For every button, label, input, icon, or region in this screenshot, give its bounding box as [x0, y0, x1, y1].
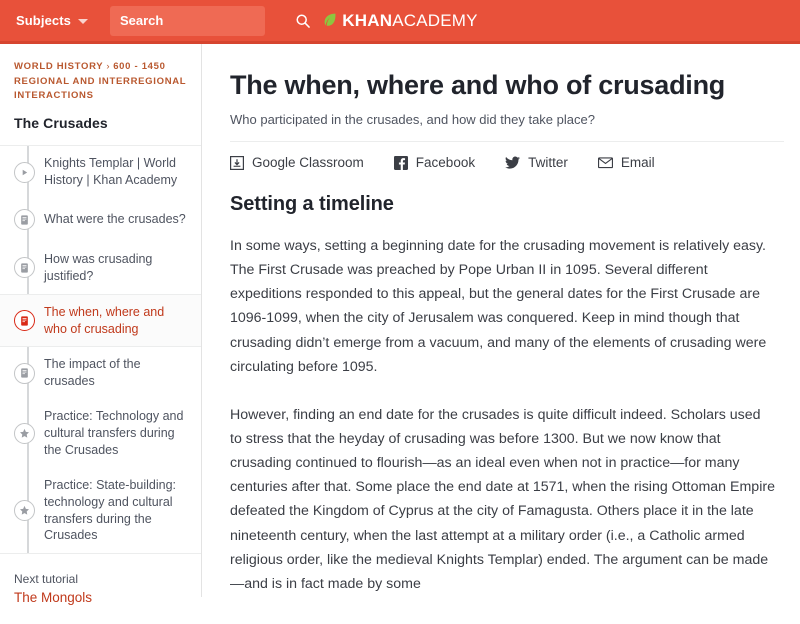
breadcrumb-trail[interactable]: 600 - 1450 REGIONAL AND INTERREGIONAL INTERACTIONS [14, 61, 187, 102]
share-facebook-button[interactable] [394, 155, 475, 170]
sidebar-item-label: The when, where and who of crusading [44, 304, 165, 336]
next-tutorial-block[interactable] [0, 553, 201, 624]
next-tutorial-link[interactable]: The Mongols [14, 590, 93, 606]
article-paragraph: In some ways, setting a beginning date for the crusading movement is relatively easy. The First Crusade was preached by Pope Urban II in 1095. Several different expeditions responded to this appeal, but the general dates for the First Crusade are 1096-1099, when the city of Jerusalem was conquered. Keep in mind though that crusading didn’t emerge from a vacuum, and many of the elements of crusading were circulating before 1095. [230, 238, 767, 375]
facebook-icon [394, 156, 408, 170]
leaf-icon [322, 12, 337, 27]
article-icon [14, 209, 35, 230]
google-classroom-icon [230, 156, 244, 170]
tutorial-item-list [0, 146, 201, 553]
subjects-menu-button[interactable] [16, 13, 88, 28]
sidebar-item-the-impact-of-the-crusades[interactable] [0, 347, 201, 399]
brand-academy: ACADEMY [392, 10, 478, 30]
share-google-classroom-button[interactable] [230, 155, 364, 170]
star-icon [14, 500, 35, 521]
share-label: Facebook [415, 155, 476, 171]
sidebar-item-label: How was crusading justified? [44, 251, 153, 283]
breadcrumb[interactable] [14, 60, 187, 104]
sidebar-item-practice-technology-and-cultural-transfers[interactable] [0, 399, 201, 468]
tutorial-sidebar [0, 44, 202, 606]
search-box[interactable] [110, 6, 265, 36]
page-subtitle: Who participated in the crusades, and how did they take place? [230, 112, 595, 128]
sidebar-item-the-when-where-and-who-of-crusading[interactable] [0, 294, 201, 348]
share-label: Email [620, 155, 655, 171]
sidebar-item-label: Practice: Technology and cultural transfers during the Crusades [44, 409, 184, 457]
share-label: Twitter [528, 155, 568, 171]
search-icon[interactable] [295, 13, 311, 29]
email-icon [598, 156, 613, 169]
sidebar-item-label: Practice: State-building: technology and cultural transfers during the Crusades [44, 477, 177, 543]
next-tutorial-label: Next tutorial [14, 572, 79, 587]
twitter-icon [505, 156, 520, 170]
top-navigation-bar [0, 0, 800, 44]
share-row [230, 142, 784, 185]
sidebar-item-what-were-the-crusades[interactable] [0, 198, 201, 242]
share-twitter-button[interactable] [505, 155, 568, 170]
khan-academy-logo[interactable] [322, 11, 477, 31]
subjects-label: Subjects [16, 13, 71, 28]
breadcrumb-separator-icon: › [106, 61, 111, 72]
page-title: The when, where and who of crusading [230, 70, 726, 100]
brand-khan: KHAN [342, 10, 393, 30]
article-paragraph: However, finding an end date for the crusades is quite difficult indeed. Scholars used to stress that the heyday of crusading was before 1300. But we now know that crusading continued to flourish—as an ideal even when not in practice—for many centuries after that. Some place the end date at 1571, when the rising Ottoman Empire defeated the Kingdom of Cyprus at the city of Famagusta. Others place it in the late nineteenth century, when the last attempt at a military order (i.e., a Catholic armed religious order, like the medieval Knights Templar) ended. The argument can be made—and is in fact made by some [230, 406, 775, 592]
share-email-button[interactable] [598, 155, 655, 170]
sidebar-item-label: What were the crusades? [44, 212, 186, 227]
sidebar-item-label: Knights Templar | World History | Khan Academy [44, 156, 178, 188]
sidebar-item-how-was-crusading-justified[interactable] [0, 242, 201, 294]
sidebar-item-knights-templar[interactable] [0, 146, 201, 198]
article-icon [14, 310, 35, 331]
search-input[interactable] [120, 13, 295, 28]
sidebar-item-label: The impact of the crusades [44, 357, 141, 389]
article-icon [14, 257, 35, 278]
play-icon [14, 162, 35, 183]
article-main [202, 44, 800, 597]
sidebar-item-practice-state-building[interactable] [0, 468, 201, 554]
tutorial-title: The Crusades [14, 115, 108, 132]
sidebar-header [0, 44, 201, 146]
section-title: Setting a timeline [230, 193, 394, 216]
breadcrumb-root[interactable]: WORLD HISTORY [14, 61, 104, 72]
share-label: Google Classroom [252, 155, 364, 171]
article-icon [14, 363, 35, 384]
star-icon [14, 423, 35, 444]
brand-text [342, 11, 477, 31]
chevron-down-icon [78, 19, 88, 24]
page-body [0, 44, 800, 606]
